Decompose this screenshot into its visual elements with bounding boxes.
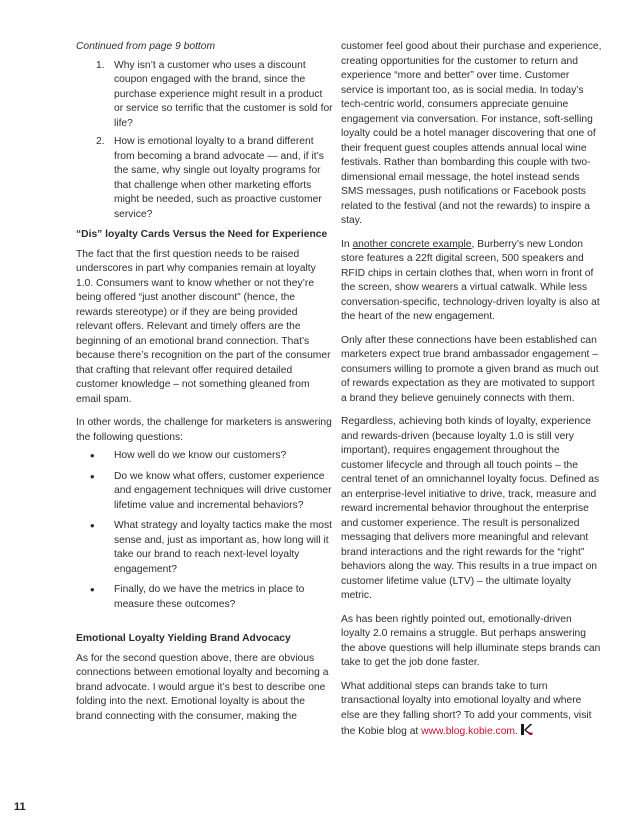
concrete-example-link[interactable]: another concrete example [352,238,472,250]
blog-url-link[interactable]: www.blog.kobie.com [421,726,516,737]
bullet-text: What strategy and loyalty tactics make the most sense and, just as important as, how long will it take our brand to reach next-level loyalty engagement? [114,520,333,575]
paragraph: The fact that the first question needs to be raised underscores in part why companies remain at loyalty 1.0. Consumers want to know whether or not they’re being offered “just another discount” (hence, the rewards stereotype) or if they are being provided relevant offers. Relevant and timely offers are the beginning of an emotional brand connection. That’s because there’s recognition on the part of the consumer that crafting that relevant offer required detailed customer knowledge – not something gleaned from email spam. [76,248,331,405]
paragraph: As has been rightly pointed out, emotionally-driven loyalty 2.0 remains a struggle. But perhaps answering the above questions will help illuminate steps brands can take to get the job done faster. [341,613,601,668]
paragraph [341,680,603,742]
bullet-icon: • [90,448,95,463]
section-heading: Emotional Loyalty Yielding Brand Advocacy [76,633,291,644]
question-item [76,59,333,132]
question-item [76,135,333,222]
bullet-icon: • [90,468,95,484]
bullet-icon: • [90,518,95,533]
continued-note: Continued from page 9 bottom [76,41,216,52]
left-column [76,40,333,733]
paragraph: Only after these connections have been established can marketers expect true brand ambassador engagement – consumers willing to promote a given brand as much out of rewards expectation as they are motivated to support a brand they believe genuinely connects with them. [341,334,599,404]
right-column [341,40,603,751]
text-run: In [341,238,353,250]
text-run: , Burberry’s new London store features a 22ft digital screen, 500 speakers and RFID chips in certain clothes that, when worn in front of the screen, show wearers a virtual catwalk. While less conversation-specific, technology-driven loyalty is also at the heart of the new engagement. [341,238,600,322]
paragraph: customer feel good about their purchase and experience, creating opportunities for the customer to return and experience “more and better” over time. Customer service is important too, as is social media. In today’s tech-centric world, consumers appreciate genuine engagement via conversation. For instance, soft-selling loyalty could be a hotel manager discovering that one of their frequent guest couples attends annual local wine festivals. Rather than bombarding this couple with two-dimensional email message, the hotel instead sends SMS messages, push notifications or Facebook posts related to the festival (and not the rewards) to inspire a stay. [341,41,602,226]
section-heading: “Dis” loyalty Cards Versus the Need for Experience [76,229,328,240]
bullet-text: How well do we know our customers? [114,450,287,461]
question-number: 1. [96,59,105,71]
page-number: 11 [14,801,26,813]
bullet-icon: • [90,582,95,597]
bullet-text: Finally, do we have the metrics in place to measure these outcomes? [114,584,305,610]
bullet-item [76,470,333,514]
question-number: 2. [96,136,105,147]
bullet-item [76,583,333,612]
question-text: Why isn’t a customer who uses a discount coupon engaged with the brand, since the purchase experience might result in a product or service so terrific that the customer is sold for life? [114,59,333,129]
kobie-logo-icon [520,723,533,742]
text-run: What additional steps can brands take to turn transactional loyalty into emotional loyalty and where else are they falling short? To add your comments, visit the Kobie blog at [341,680,592,737]
paragraph: Regardless, achieving both kinds of loyalty, experience and rewards-driven (because loyalty 1.0 is still very important), requires engagement throughout the customer lifecycle and through all touch points – the central tenet of an omnichannel loyalty focus. Defined as an enterprise-level initiative to drive, track, measure and reward incremental behavior throughout the enterprise and customer experience. The result is personalized messaging that delivers more meaningful and relevant brand interactions and the right rewards for the “right” behaviors along the way. This results in a true impact on customer lifetime value (LTV) – the ultimate loyalty metric. [341,416,600,601]
bullet-text: Do we know what offers, customer experience and engagement techniques will drive customer lifetime value and incremental behaviors? [114,470,332,511]
paragraph: As for the second question above, there are obvious connections between emotional loyalty and becoming a brand advocate. I would argue it’s best to describe one folding into the next. Emotional loyalty is about the brand connecting with the consumer, making the [76,652,329,722]
bullet-item [76,449,333,464]
paragraph: In other words, the challenge for marketers is answering the following questions: [76,417,332,443]
bullet-item [76,519,333,577]
text-run: . [515,726,518,737]
question-text: How is emotional loyalty to a brand different from becoming a brand advocate — and, if it’s the same, why single out loyalty programs for that challenge when other marketing efforts might be needed, such as proactive customer service? [114,136,324,220]
paragraph [341,238,603,325]
